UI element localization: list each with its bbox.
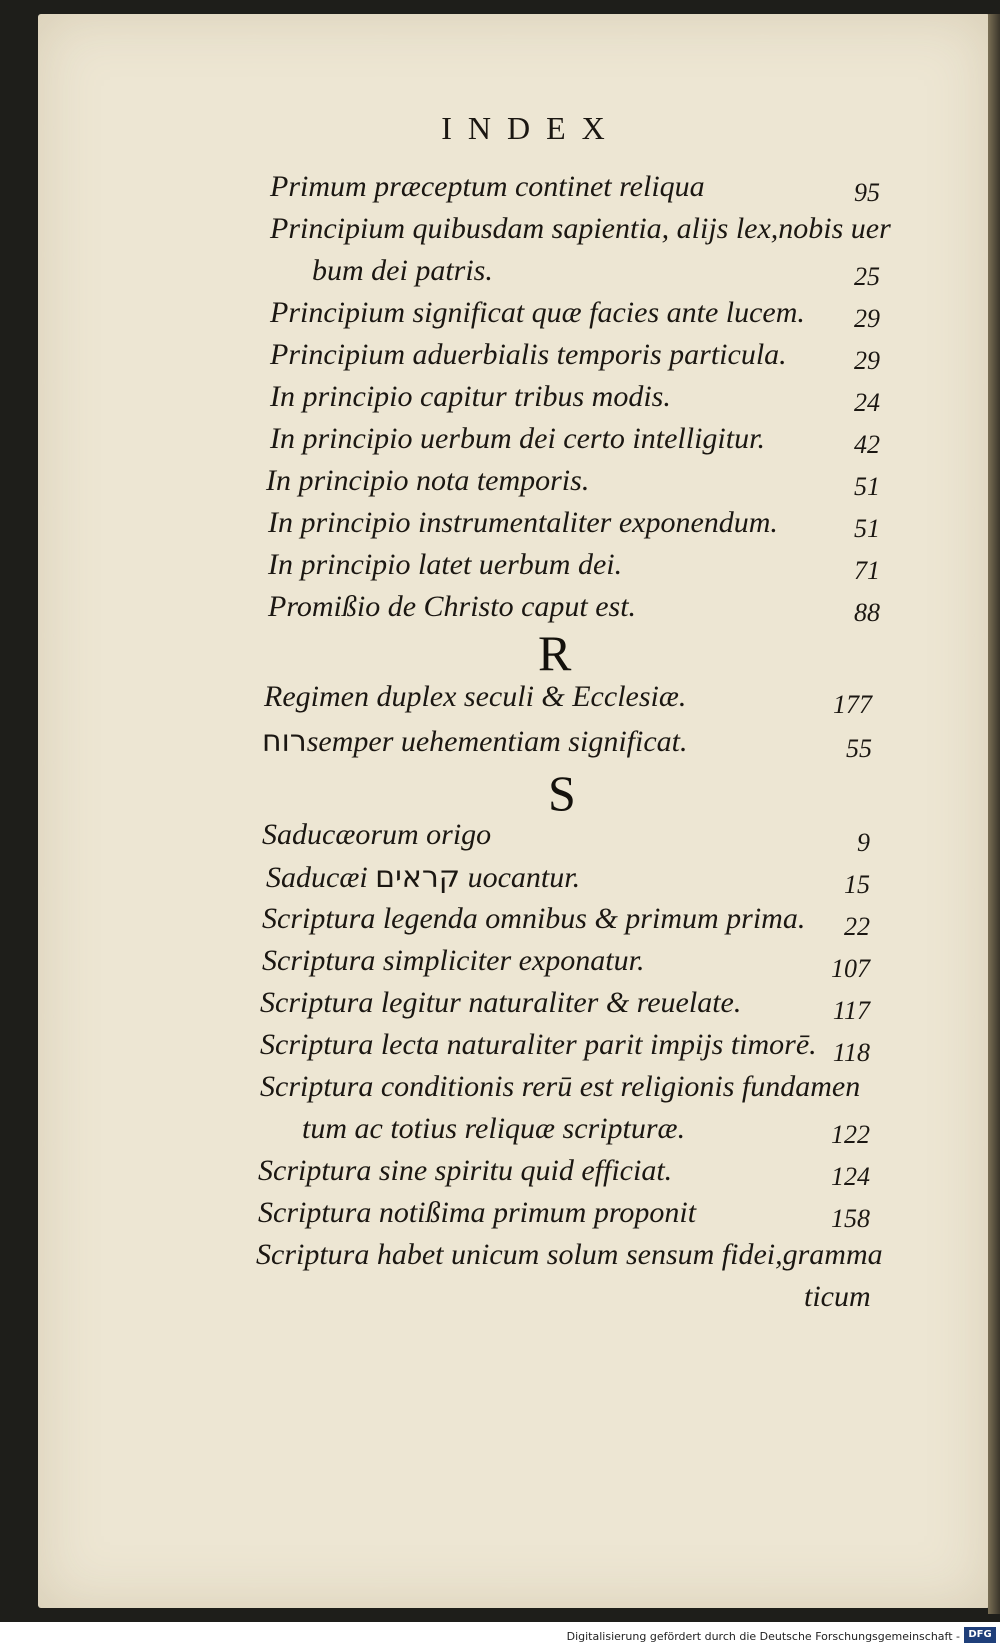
page-number: 22: [844, 912, 870, 941]
page-number: 9: [857, 828, 870, 857]
index-entry: Primum præceptum continet reliqua: [270, 170, 705, 203]
index-entry: [262, 724, 687, 759]
index-entry: In principio instrumentaliter exponendum.: [268, 506, 778, 539]
index-entry: Principium significat quæ facies ante lucem.: [270, 296, 805, 329]
page-number: 117: [832, 996, 870, 1025]
page-number: 124: [831, 1162, 870, 1191]
index-entry: Regimen duplex seculi & Ecclesiæ.: [264, 680, 687, 713]
page-number: 158: [831, 1204, 870, 1233]
index-entry: In principio uerbum dei certo intelligitur.: [270, 422, 765, 455]
page-number: 177: [833, 690, 872, 719]
page-number: 88: [854, 598, 880, 627]
page-number: 107: [831, 954, 870, 983]
index-entry-continuation: tum ac totius reliquæ scripturæ.: [302, 1112, 686, 1145]
entry-text: uocantur.: [467, 861, 581, 894]
index-entry: [266, 860, 580, 895]
section-letter-r: R: [538, 625, 572, 681]
footer-credit: Digitalisierung gefördert durch die Deutsche Forschungsgemeinschaft -: [566, 1630, 960, 1643]
index-entry: Promißio de Christo caput est.: [268, 590, 637, 623]
index-entry: Scriptura notißima primum proponit: [258, 1196, 697, 1229]
page-number: 71: [854, 556, 880, 585]
page-number: 29: [854, 304, 880, 333]
index-entry: In principio latet uerbum dei.: [268, 548, 623, 581]
page-number: 95: [854, 178, 880, 207]
page-number: 51: [854, 514, 880, 543]
hebrew-word: רוח: [262, 724, 307, 759]
entry-text: semper uehementiam significat.: [306, 725, 688, 758]
catchword: ticum: [804, 1280, 871, 1313]
index-entry: Saducæorum origo: [262, 818, 492, 851]
page-number: 24: [854, 388, 880, 417]
index-entry: Scriptura legitur naturaliter & reuelate.: [260, 986, 742, 1019]
section-letter-s: S: [548, 765, 576, 821]
running-head: INDEX: [441, 110, 621, 146]
index-entry: Scriptura conditionis rerū est religionis fundamen: [260, 1070, 861, 1103]
index-entry: Principium quibusdam sapientia, alijs lex,nobis uer: [270, 212, 891, 245]
page-number: 51: [854, 472, 880, 501]
page-number: 29: [854, 346, 880, 375]
index-entry: Scriptura habet unicum solum sensum fidei,gramma: [256, 1238, 883, 1271]
page-number: 25: [854, 262, 880, 291]
index-entry: In principio capitur tribus modis.: [270, 380, 671, 413]
index-entry: Scriptura lecta naturaliter parit impijs timorē.: [260, 1028, 817, 1061]
dfg-logo: DFG: [964, 1627, 996, 1643]
page-number: 118: [832, 1038, 870, 1067]
index-entry: In principio nota temporis.: [266, 464, 590, 497]
index-entry: Principium aduerbialis temporis particula.: [270, 338, 787, 371]
hebrew-word: קראים: [375, 860, 461, 895]
index-entry: Scriptura legenda omnibus & primum prima.: [262, 902, 806, 935]
entry-text: Saducæi: [266, 861, 368, 894]
index-entry: Scriptura sine spiritu quid efficiat.: [258, 1154, 673, 1187]
page-number: 15: [844, 870, 870, 899]
page-number: 122: [831, 1120, 870, 1149]
page-number: 42: [854, 430, 880, 459]
index-entry-continuation: bum dei patris.: [312, 254, 493, 287]
index-entry: Scriptura simpliciter exponatur.: [262, 944, 645, 977]
page-number: 55: [846, 734, 872, 763]
